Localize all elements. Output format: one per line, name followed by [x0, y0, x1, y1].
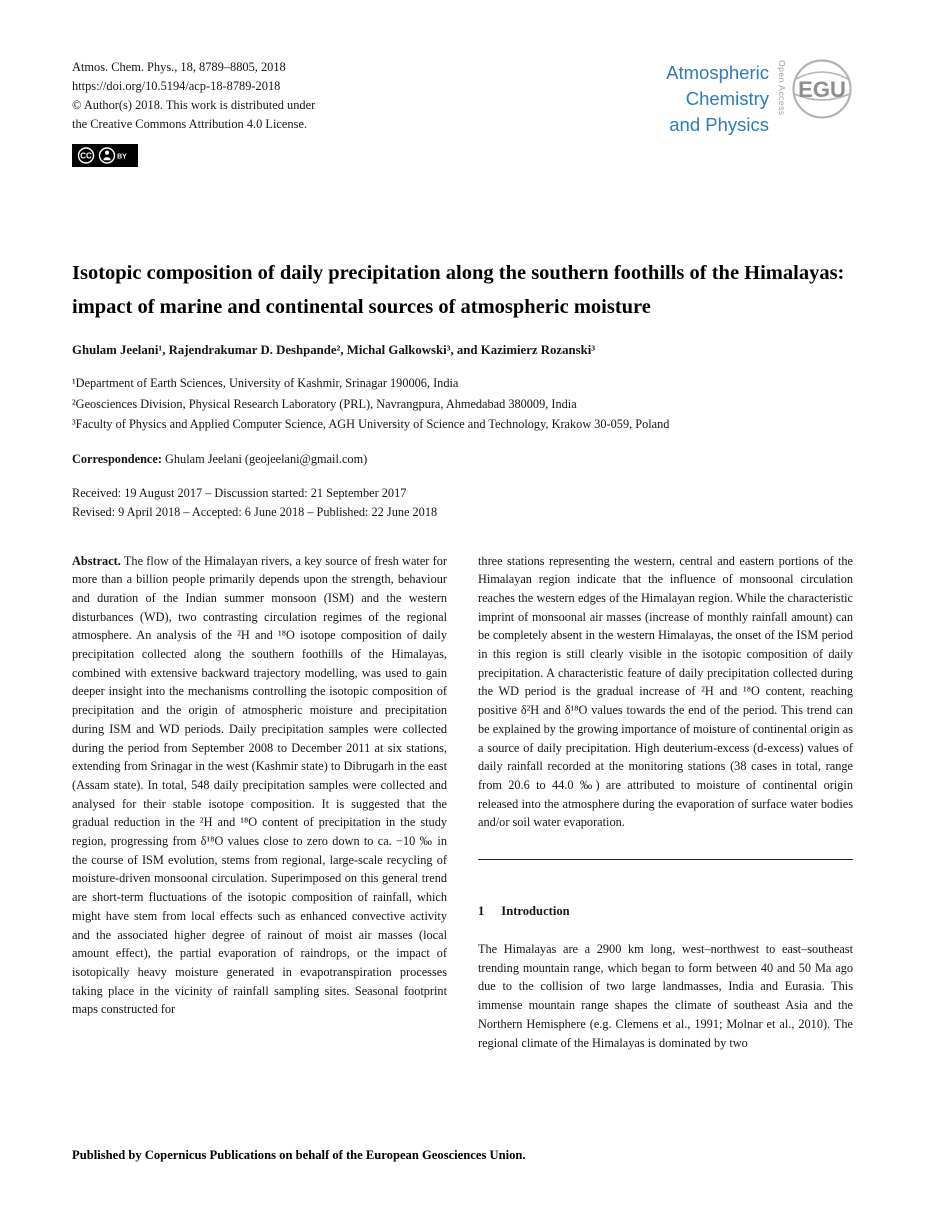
correspondence-label: Correspondence: — [72, 451, 162, 466]
svg-text:EGU: EGU — [798, 77, 846, 102]
journal-reference: Atmos. Chem. Phys., 18, 8789–8805, 2018 — [72, 60, 286, 74]
affiliation-1: ¹Department of Earth Sciences, University of Kashmir, Srinagar 190006, India — [72, 376, 459, 390]
authors-line: Ghulam Jeelani¹, Rajendrakumar D. Deshpande², Michal Galkowski³, and Kazimierz Rozanski³ — [72, 343, 596, 357]
dates-block — [72, 484, 853, 523]
license-line-1: © Author(s) 2018. This work is distributed under — [72, 98, 316, 112]
doi-link[interactable]: https://doi.org/10.5194/acp-18-8789-2018 — [72, 79, 281, 93]
cc-by-badge-icon — [72, 144, 138, 167]
revised-line: Revised: 9 April 2018 – Accepted: 6 June 2018 – Published: 22 June 2018 — [72, 505, 438, 519]
journal-brand — [666, 58, 853, 138]
cc-by-license-badge[interactable] — [72, 144, 138, 173]
affiliations-block — [72, 373, 853, 435]
section-title: Introduction — [501, 904, 570, 919]
section-divider — [478, 859, 853, 860]
journal-name-line-2: Chemistry — [685, 88, 769, 109]
two-column-body — [72, 552, 853, 1053]
section-number: 1 — [478, 904, 485, 919]
abstract-label: Abstract. — [72, 553, 121, 568]
journal-name — [666, 60, 769, 138]
introduction-paragraph: The Himalayas are a 2900 km long, west–northwest to east–southeast trending mountain range, which began to form between 40 and 50 Ma ago due to the collision of two large landmasses, India and Eurasia. This immense mountain range shapes the climate of southeast Asia and the Northern Hemisphere (e.g. Clemens et al., 1991; Molnar et al., 2010). The regional climate of the Himalayas is dominated by two — [478, 942, 853, 1050]
abstract-text-left: The flow of the Himalayan rivers, a key source of fresh water for more than a billion people primarily depends upon the strength, behaviour and duration of the Indian summer monsoon (ISM) and the western disturbances (WD), two contrasting circulation regimes of the regional atmosphere. An analysis of the ²H and ¹⁸O isotope composition of daily precipitation collected along the southern foothills of the Himalayas, combined with extensive backward trajectory modelling, was used to gain deeper insight into the mechanisms controlling the isotopic composition of precipitation and the origin of atmospheric moisture and precipitation during ISM and WD periods. Daily precipitation samples were collected during the period from September 2008 to December 2011 at six stations, extending from Srinagar in the west (Kashmir state) to Dibrugarh in the east (Assam state). In total, 548 daily precipitation samples were collected and analysed for their stable isotope composition. It is suggested that the gradual reduction in the ²H and ¹⁸O content of precipitation in the study region, progressing from δ¹⁸O values close to zero down to ca. −10 ‰ in the course of ISM evolution, stems from regional, large-scale recycling of moisture-driven monsoonal circulation. Superimposed on this general trend are short-term fluctuations of the isotopic composition of rainfall, which might have stem from local effects such as enhanced convective activity and the associated higher degree of rainout of moist air masses (local amount effect), the partial evaporation of raindrops, or the impact of isotopically heavy moisture generated in evapotranspiration processes taking place in the vicinity of rainfall sampling sites. Seasonal footprint maps constructed for — [72, 553, 447, 1017]
journal-name-line-3: and Physics — [669, 114, 769, 135]
correspondence-text[interactable]: Ghulam Jeelani (geojeelani@gmail.com) — [165, 451, 368, 466]
svg-text:CC: CC — [80, 151, 92, 161]
citation-block — [72, 58, 315, 173]
paper-title: Isotopic composition of daily precipitation along the southern foothills of the Himalayas: impact of marine and continental sources of atmospheric moisture — [72, 262, 845, 318]
abstract-text-right: three stations representing the western, central and eastern portions of the Himalayan region indicate that the influence of monsoonal circulation reaches the western edges of the Himalayan region. While the characteristic imprint of monsoonal air masses (increase of monthly rainfall amount) can be completely absent in the western Himalayas, the onset of the ISM period in this region is still clearly visible in the isotopic composition of daily precipitation. A characteristic feature of daily precipitation collected during the WD period is the gradual increase of ²H and ¹⁸O content, reaching positive δ²H and δ¹⁸O values towards the end of the period. This trend can be explained by the growing importance of moisture of continental origin as a source of daily precipitation. High deuterium-excess (d-excess) values of daily rainfall recorded at the monitoring stations (38 cases in total, range from 20.6 to 44.0 ‰) are attributed to moisture of continental origin released into the atmosphere during the evaporation of surface water bodies and/or soil water evaporation. — [478, 553, 853, 830]
column-right — [478, 552, 853, 1053]
egu-logo — [791, 58, 853, 120]
abstract-paragraph-left — [72, 552, 447, 1020]
journal-name-line-1: Atmospheric — [666, 62, 769, 83]
affiliation-3: ³Faculty of Physics and Applied Computer Science, AGH University of Science and Technology, Krakow 30-059, Poland — [72, 417, 670, 431]
publisher-footer: Published by Copernicus Publications on behalf of the European Geosciences Union. — [72, 1148, 526, 1162]
license-line-2: the Creative Commons Attribution 4.0 License. — [72, 117, 308, 131]
introduction-heading — [478, 904, 853, 919]
correspondence-line — [72, 452, 853, 467]
svg-text:BY: BY — [117, 153, 127, 161]
header — [72, 58, 853, 173]
received-line: Received: 19 August 2017 – Discussion started: 21 September 2017 — [72, 485, 407, 500]
egu-logo-icon — [791, 58, 853, 120]
affiliation-2: ²Geosciences Division, Physical Research Laboratory (PRL), Navrangpura, Ahmedabad 380009, India — [72, 396, 577, 411]
column-left — [72, 552, 447, 1053]
open-access-label: Open Access — [777, 60, 787, 116]
